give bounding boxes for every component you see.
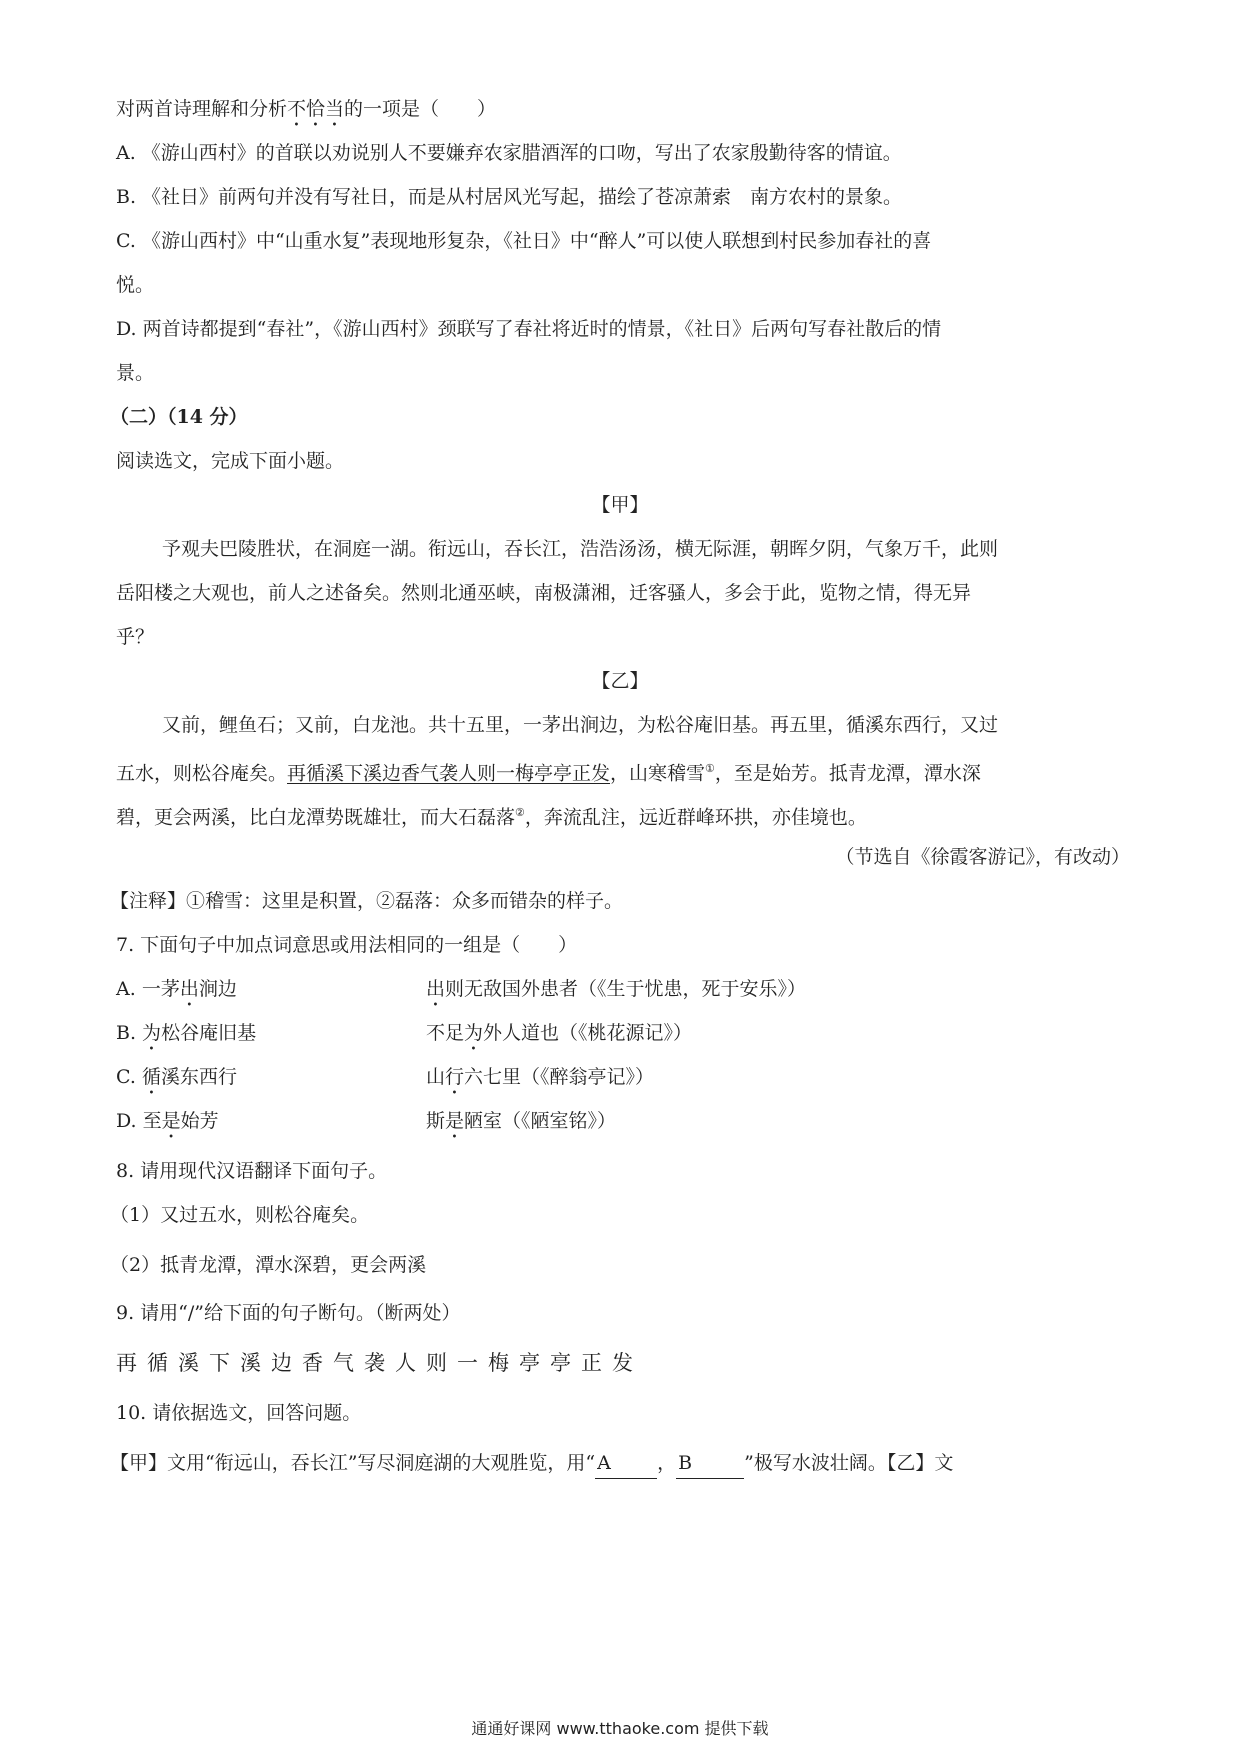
option-right	[426, 1018, 692, 1055]
option-right	[426, 1062, 654, 1099]
q10-stem: 10. 请依据选文，回答问题。	[116, 1402, 362, 1424]
option-left-text: 溪东西行	[160, 1066, 237, 1088]
passage-yi-line2	[116, 754, 1130, 788]
option-left-dotted: 为	[142, 1022, 162, 1044]
q7-option-c	[116, 1062, 1130, 1099]
option-left-text: 一茅	[141, 978, 180, 1000]
q6-stem-dotted: 不恰当	[287, 98, 345, 120]
q6-stem-text: 对两首诗理解和分析	[116, 98, 288, 120]
option-right-text: 山	[426, 1066, 446, 1088]
option-right-text: 则无敌国外患者（《生于忧患，死于安乐》）	[445, 978, 807, 1000]
passage-source: （节选自《徐霞客游记》，有改动）	[835, 846, 1130, 868]
q9-sentence: 再循溪下溪边香气袭人则一梅亭亭正发	[116, 1351, 643, 1375]
q6-stem-text-end: 的一项是（ ）	[344, 98, 497, 120]
option-label: A.	[116, 978, 142, 1000]
q7-stem: 7. 下面句子中加点词意思或用法相同的一组是（ ）	[116, 934, 578, 956]
passage-jia-title: 【甲】	[591, 494, 649, 516]
q10-text	[110, 1448, 1130, 1479]
option-label: D.	[116, 1110, 143, 1132]
note-mark-2: ②	[515, 806, 525, 819]
section-heading: （二）（14 分）	[110, 406, 248, 428]
blank-a[interactable]: A	[595, 1448, 657, 1479]
option-label: C.	[116, 1066, 142, 1088]
passage-yi-title: 【乙】	[591, 670, 649, 692]
option-left-text: 松谷庵旧基	[161, 1022, 257, 1044]
option-left-text: 始芳	[180, 1110, 219, 1132]
note-mark-1: ①	[705, 762, 715, 775]
q6-stem	[116, 94, 1130, 131]
option-label: B.	[116, 1022, 143, 1044]
option-left-dotted: 出	[179, 978, 199, 1000]
option-right-text: 不足	[426, 1022, 465, 1044]
q6-option-c-line2: 悦。	[116, 274, 155, 296]
passage-yi-line3	[116, 798, 1130, 832]
option-right-dotted: 行	[445, 1066, 465, 1088]
option-right-text: 陋室（《陋室铭》）	[464, 1110, 617, 1132]
q7-option-a	[116, 974, 1130, 1011]
q9-stem: 9. 请用“/”给下面的句子断句。（断两处）	[116, 1302, 461, 1324]
q6-option-d-line1: D. 两首诗都提到“春社”，《游山西村》颈联写了春社将近时的情景，《社日》后两句写春社散后的情	[116, 318, 942, 340]
option-left-dotted: 循	[141, 1066, 161, 1088]
q8-stem: 8. 请用现代汉语翻译下面句子。	[116, 1160, 388, 1182]
footer-source: 通通好课网 www.tthaoke.com 提供下载	[471, 1719, 769, 1738]
passage-jia-line1: 予观夫巴陵胜状，在洞庭一湖。衔远山，吞长江，浩浩汤汤，横无际涯，朝晖夕阴，气象万千，此则	[162, 538, 999, 560]
q8-sentence-2: （2）抵青龙潭，潭水深碧，更会两溪	[110, 1254, 427, 1276]
option-right-text: 六七里（《醉翁亭记》）	[464, 1066, 655, 1088]
option-left-dotted: 是	[161, 1110, 181, 1132]
section-instruction: 阅读选文，完成下面小题。	[116, 450, 345, 472]
q10-comma: ，	[657, 1452, 677, 1474]
q10-text-start: 【甲】文用“衔远山，吞长江”写尽洞庭湖的大观胜览，用“	[110, 1452, 596, 1474]
passage-yi-text: 碧，更会两溪，比白龙潭势既雄壮，而大石磊落	[116, 806, 516, 829]
q7-option-b	[116, 1018, 1130, 1055]
option-left-text: 至	[142, 1110, 162, 1132]
option-right-text: 外人道也（《桃花源记》）	[483, 1022, 693, 1044]
passage-jia-line3: 乎？	[116, 626, 155, 648]
passage-yi-text: ，至是始芳。抵青龙潭，潭水深	[714, 762, 981, 785]
passage-yi-text: ，奔流乱注，远近群峰环拱，亦佳境也。	[524, 806, 867, 829]
option-left-text: 涧边	[198, 978, 237, 1000]
option-right	[426, 1106, 616, 1143]
q8-sentence-1: （1）又过五水，则松谷庵矣。	[110, 1204, 370, 1226]
q7-option-d	[116, 1106, 1130, 1143]
option-right-text: 斯	[426, 1110, 446, 1132]
option-right-dotted: 是	[445, 1110, 465, 1132]
q6-option-a: A. 《游山西村》的首联以劝说别人不要嫌弃农家腊酒浑的口吻，写出了农家殷勤待客的情谊。	[116, 142, 902, 164]
option-right-dotted: 出	[426, 978, 446, 1000]
passage-yi-text: ，山寒稽雪	[610, 762, 706, 785]
annotation-notes: 【注释】①稽雪：这里是积置，②磊落：众多而错杂的样子。	[110, 890, 624, 912]
option-right	[426, 974, 806, 1011]
q6-option-c-line1: C. 《游山西村》中“山重水复”表现地形复杂，《社日》中“醉人”可以使人联想到村民参加春社的喜	[116, 230, 932, 252]
q6-option-d-line2: 景。	[116, 362, 155, 384]
q6-option-b: B. 《社日》前两句并没有写社日，而是从村居风光写起，描绘了苍凉萧索 南方农村的景象。	[116, 186, 903, 208]
blank-b[interactable]: B	[676, 1448, 744, 1479]
passage-yi-line1: 又前，鲤鱼石；又前，白龙池。共十五里，一茅出涧边，为松谷庵旧基。再五里，循溪东西行，又过	[162, 714, 999, 736]
underlined-sentence: 再循溪下溪边香气袭人则一梅亭亭正发	[287, 762, 611, 785]
passage-jia-line2: 岳阳楼之大观也，前人之述备矣。然则北通巫峡，南极潇湘，迁客骚人，多会于此，览物之情，得无异	[116, 582, 972, 604]
q10-text-end: ”极写水波壮阔。【乙】文	[744, 1452, 954, 1474]
passage-yi-text: 五水，则松谷庵矣。	[116, 762, 288, 785]
option-right-dotted: 为	[464, 1022, 484, 1044]
